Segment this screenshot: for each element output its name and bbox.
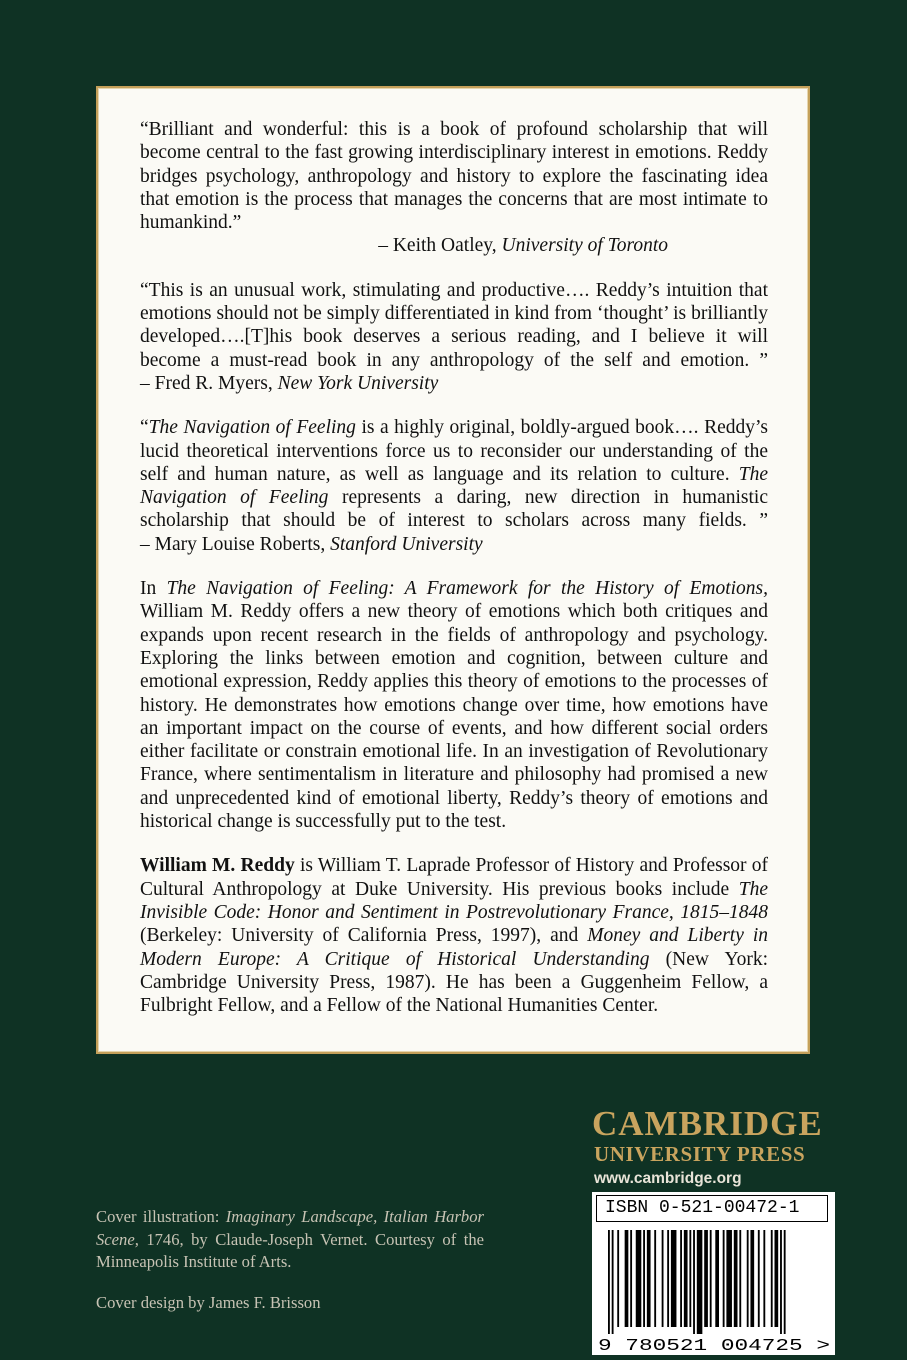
quote-1-attribution bbox=[140, 234, 768, 257]
barcode-bar bbox=[739, 1230, 741, 1327]
quote-2 bbox=[140, 279, 768, 395]
barcode-bar bbox=[715, 1230, 719, 1327]
quote-1-author: – Keith Oatley, bbox=[378, 235, 497, 257]
quote-1-text: “Brilliant and wonderful: this is a book of profound scholarship that will become central to the fast growing interdisciplinary interest in emotions. Reddy bridges psychology, anthropology and history to explore the fascinating idea that emotion is the process that manages the concerns that are most intimate to humankind.” bbox=[140, 119, 768, 234]
quote-2-affiliation: New York University bbox=[277, 372, 439, 394]
barcode-area bbox=[592, 1192, 835, 1355]
barcode-bar bbox=[723, 1230, 725, 1327]
quote-1-affiliation: University of Toronto bbox=[501, 235, 668, 257]
barcode-bar bbox=[612, 1230, 614, 1334]
barcode-bars bbox=[608, 1230, 786, 1334]
barcode-bar bbox=[763, 1230, 765, 1327]
barcode-bar bbox=[726, 1230, 732, 1327]
barcode-bar bbox=[689, 1230, 691, 1327]
barcode-bar bbox=[662, 1230, 664, 1327]
barcode-bar bbox=[643, 1230, 645, 1327]
barcode-bar bbox=[684, 1230, 688, 1327]
cover-credits bbox=[96, 1206, 484, 1332]
barcode-bar bbox=[680, 1230, 682, 1327]
publisher-name: CAMBRIDGE bbox=[592, 1104, 823, 1143]
barcode-bar bbox=[647, 1230, 651, 1327]
book-description: In The Navigation of Feeling: A Framework for the History of Emotions, William M. Reddy offers a new theory of emotions which both critiques and expands upon recent research in the fields of anthropology and psychology. Exploring the links between emotion and cognition, between culture and emotional expression, Reddy applies this theory of emotions to the processes of history. He demonstrates how emotions change over time, how emotions have an important impact on the course of events, and how different social orders either facilitate or constrain emotional life. In an investigation of Revolutionary France, where sentimentalism in literature and philosophy had promised a new and unprecedented kind of emotional liberty, Reddy’s theory of emotions and historical change is successfully put to the test. bbox=[140, 578, 768, 833]
barcode-bar bbox=[608, 1230, 610, 1334]
blurb-content bbox=[140, 118, 768, 1038]
barcode-bar bbox=[693, 1230, 695, 1334]
barcode-bar bbox=[636, 1230, 642, 1327]
quote-1 bbox=[140, 118, 768, 258]
barcode-bar bbox=[697, 1230, 703, 1334]
isbn-text: ISBN 0-521-00472-1 bbox=[596, 1195, 828, 1222]
publisher-url: www.cambridge.org bbox=[594, 1170, 742, 1187]
barcode-bar bbox=[671, 1230, 677, 1327]
barcode-bar bbox=[704, 1230, 708, 1327]
barcode-bar bbox=[625, 1230, 629, 1327]
publisher-subtitle: UNIVERSITY PRESS bbox=[594, 1142, 806, 1166]
quote-3-text: “The Navigation of Feeling is a highly original, boldly-argued book…. Reddy’s lucid theoretical interventions force us to reconsider our understanding of the self and human nature, as well as language and its relation to culture. The Navigation of Feeling represents a daring, new direction in humanistic scholarship that should be of interest to scholars across many fields. ” bbox=[140, 417, 768, 532]
barcode-bar bbox=[667, 1230, 669, 1327]
barcode-bar bbox=[630, 1230, 632, 1327]
barcode-bar bbox=[784, 1230, 786, 1334]
quote-3 bbox=[140, 416, 768, 556]
quote-3-affiliation: Stanford University bbox=[330, 533, 483, 555]
barcode-digits: 9 780521 004725 > bbox=[598, 1337, 830, 1355]
barcode-graphic bbox=[592, 1192, 835, 1355]
quote-2-author: – Fred R. Myers, bbox=[140, 372, 273, 394]
barcode-bar bbox=[710, 1230, 712, 1327]
quote-2-attribution bbox=[140, 373, 438, 394]
barcode-bar bbox=[775, 1230, 779, 1327]
blurb-panel bbox=[96, 86, 810, 1054]
barcode-bar bbox=[747, 1230, 749, 1327]
barcode-bar bbox=[758, 1230, 760, 1327]
quote-2-text: “This is an unusual work, stimulating and productive…. Reddy’s intuition that emotions should not be simply differentiated in kind from ‘thought’ is brilliantly developed….[T]his book deserves a serious reading, and I believe it will become a must-read book in any anthropology of the self and emotion. ” bbox=[140, 279, 768, 371]
illustration-credit: Cover illustration: Imaginary Landscape, Italian Harbor Scene, 1746, by Claude-Joseph Vernet. Courtesy of the Minneapolis Institute of Arts. bbox=[96, 1207, 484, 1271]
author-bio: William M. Reddy is William T. Laprade Professor of History and Professor of Cultural Anthropology at Duke University. His previous books include The Invisible Code: Honor and Sentiment in Postrevolutionary France, 1815–1848 (Berkeley: University of California Press, 1997), and Money and Liberty in Modern Europe: A Critique of Historical Understanding (New York: Cambridge University Press, 1987). He has been a Guggenheim Fellow, a Fulbright Fellow, and a Fellow of the National Humanities Center. bbox=[140, 855, 768, 1017]
barcode-bar bbox=[750, 1230, 754, 1327]
design-credit: Cover design by James F. Brisson bbox=[96, 1292, 321, 1312]
barcode-bar bbox=[771, 1230, 773, 1327]
quote-3-attribution bbox=[140, 534, 483, 555]
quote-3-author: – Mary Louise Roberts, bbox=[140, 533, 326, 555]
barcode-bar bbox=[654, 1230, 656, 1327]
barcode-bar bbox=[734, 1230, 738, 1327]
barcode-bar bbox=[617, 1230, 619, 1327]
barcode-bar bbox=[780, 1230, 782, 1334]
